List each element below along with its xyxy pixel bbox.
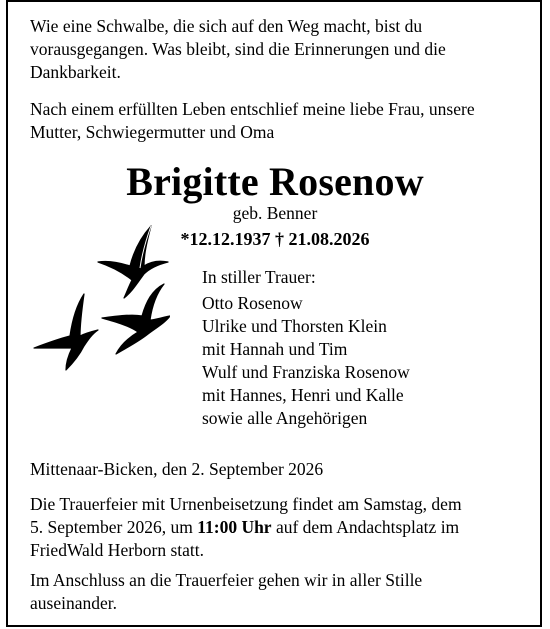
mourner-line-4: Wulf und Franziska Rosenow	[202, 362, 410, 382]
quote-line-3: Dankbarkeit.	[30, 62, 121, 82]
ceremony-location-text: auf dem Andachtsplatz im	[271, 517, 460, 537]
mourners-heading: In stiller Trauer:	[202, 267, 316, 287]
ceremony-time: 11:00 Uhr	[197, 517, 272, 537]
mourner-line-5: mit Hannes, Henri und Kalle	[202, 385, 404, 405]
deceased-name: Brigitte Rosenow	[126, 159, 424, 204]
ceremony-line-3: FriedWald Herborn statt.	[30, 540, 205, 560]
mourner-line-3: mit Hannah und Tim	[202, 339, 348, 359]
ceremony-date-text: 5. September 2026, um	[30, 517, 198, 537]
intro-line-1: Nach einem erfüllten Leben entschlief meine liebe Frau, unsere	[30, 99, 475, 119]
closing-line-2: auseinander.	[30, 593, 117, 613]
quote-line-1: Wie eine Schwalbe, die sich auf den Weg macht, bist du	[30, 16, 423, 36]
mourner-line-2: Ulrike und Thorsten Klein	[202, 316, 387, 336]
place-date: Mittenaar-Bicken, den 2. September 2026	[30, 459, 324, 479]
closing-line-1: Im Anschluss an die Trauerfeier gehen wir in aller Stille	[30, 570, 423, 590]
life-dates: *12.12.1937 † 21.08.2026	[180, 229, 370, 249]
intro-line-2: Mutter, Schwiegermutter und Oma	[30, 122, 275, 142]
birth-name: geb. Benner	[232, 203, 318, 223]
ceremony-line-1: Die Trauerfeier mit Urnenbeisetzung findet am Samstag, dem	[30, 494, 462, 514]
ceremony-line-2	[30, 516, 459, 539]
mourner-line-6: sowie alle Angehörigen	[202, 408, 368, 428]
mourner-line-1: Otto Rosenow	[202, 293, 303, 313]
flying-swallows-icon	[20, 222, 170, 372]
quote-line-2: vorausgegangen. Was bleibt, sind die Erinnerungen und die	[30, 39, 446, 59]
